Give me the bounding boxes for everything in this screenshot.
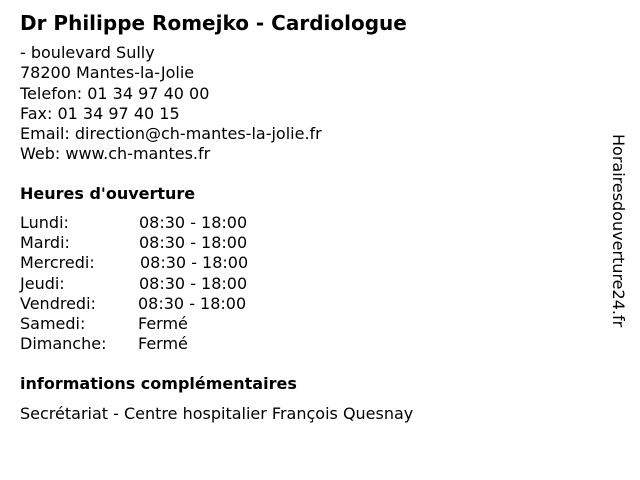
hours-time: 08:30 - 18:00 (138, 293, 247, 313)
hours-day: Vendredi: (20, 293, 96, 313)
info-text: Secrétariat - Centre hospitalier François Quesnay (20, 404, 414, 423)
page-title: Dr Philippe Romejko - Cardiologue (20, 11, 407, 35)
hours-time: 08:30 - 18:00 (139, 233, 248, 253)
web-line: Web: www.ch-mantes.fr (20, 144, 211, 164)
fax-line: Fax: 01 34 97 40 15 (20, 103, 180, 123)
hours-day: Samedi: (20, 313, 86, 333)
hours-time: Fermé (138, 334, 188, 354)
hours-day: Jeudi: (20, 273, 65, 293)
contact-block (20, 43, 322, 165)
hours-day: Lundi: (20, 213, 69, 232)
address-city: 78200 Mantes-la-Jolie (20, 63, 195, 83)
hours-heading: Heures d'ouverture (20, 184, 196, 203)
site-watermark: Horairesdouverture24.fr (609, 134, 628, 328)
hours-time: 08:30 - 18:00 (139, 273, 248, 293)
hours-day: Dimanche: (20, 334, 107, 354)
email-line: Email: direction@ch-mantes-la-jolie.fr (20, 124, 322, 144)
info-heading: informations complémentaires (20, 374, 297, 393)
hours-time: 08:30 - 18:00 (139, 213, 248, 232)
hours-day: Mardi: (20, 233, 70, 253)
hours-time: 08:30 - 18:00 (140, 253, 249, 273)
phone-line: Telefon: 01 34 97 40 00 (20, 83, 210, 103)
hours-day: Mercredi: (20, 253, 95, 273)
hours-time: Fermé (138, 313, 188, 333)
address-street: - boulevard Sully (20, 43, 155, 62)
